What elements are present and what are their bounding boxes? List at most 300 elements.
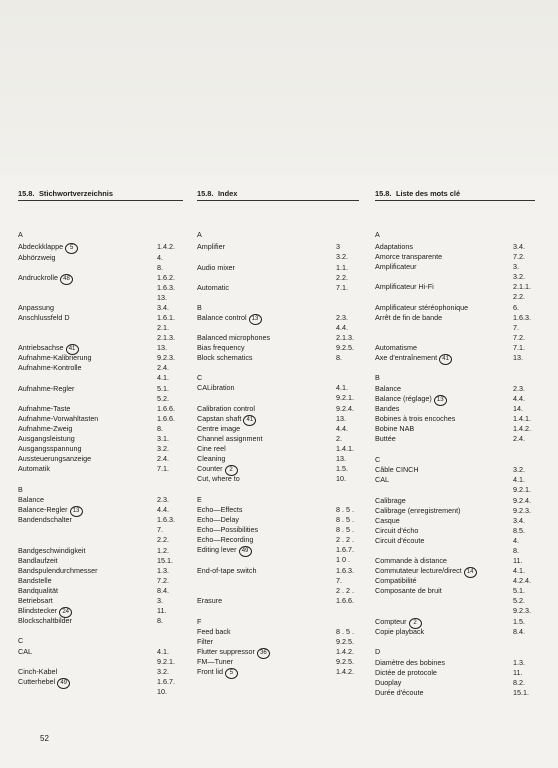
- section-ref: 4.4.: [336, 424, 348, 433]
- entry-section-refs: [157, 363, 169, 383]
- index-entry: [197, 464, 359, 474]
- entry-term: [18, 464, 50, 474]
- section-ref: 2 . 2 .: [336, 585, 354, 595]
- entry-section-refs: [513, 658, 525, 668]
- section-ref: 14.: [513, 404, 523, 413]
- entry-term: [375, 688, 424, 698]
- index-entry: [375, 516, 535, 526]
- entry-term: [197, 404, 255, 414]
- entry-section-refs: [336, 313, 348, 333]
- index-entry: [375, 617, 535, 627]
- entry-term: [18, 384, 74, 394]
- entry-term-text: Durée d'écoute: [375, 688, 424, 697]
- section-ref: 1.6.2.: [157, 273, 175, 282]
- index-entry: [375, 394, 535, 404]
- figure-callout-badge: 13: [434, 395, 447, 406]
- entry-term: [18, 253, 56, 263]
- entry-term-text: Compteur: [375, 617, 407, 626]
- letter-heading: D: [375, 647, 381, 656]
- letter-heading: F: [197, 617, 202, 626]
- entry-section-refs: [513, 617, 525, 627]
- index-entry: [197, 414, 359, 424]
- index-entry: [375, 586, 535, 615]
- index-entry: [18, 454, 183, 464]
- section-ref: 1.3.: [157, 566, 169, 575]
- entry-term-text: Adaptations: [375, 242, 413, 251]
- entry-section-refs: [513, 384, 525, 394]
- section-ref: 4.4.: [513, 394, 525, 403]
- section-ref: 1.6.6.: [157, 404, 175, 413]
- index-column-fr: [375, 188, 535, 697]
- entry-section-refs: [336, 343, 354, 353]
- entry-term-text: Calibration control: [197, 404, 255, 413]
- section-ref: 2.1.: [157, 322, 169, 332]
- section-ref: 7.1.: [513, 343, 525, 352]
- section-ref: 1.6.1.: [157, 313, 175, 322]
- section-ref: 3.2.: [157, 444, 169, 453]
- index-entry: [197, 525, 359, 535]
- entry-term-text: Echo—Delay: [197, 515, 239, 524]
- section-ref: 1.2.: [157, 546, 169, 555]
- entry-term: [18, 303, 54, 313]
- section-ref: 15.1.: [513, 688, 529, 697]
- index-entry: [18, 647, 183, 666]
- index-entry: [18, 424, 183, 434]
- entry-section-refs: [157, 343, 167, 353]
- entry-term-text: Channel assignment: [197, 434, 263, 443]
- entry-section-refs: [513, 586, 531, 616]
- index-entry: [197, 242, 359, 261]
- index-entry: [18, 566, 183, 576]
- entry-term: [197, 515, 239, 525]
- section-ref: 9.2.3.: [157, 353, 175, 362]
- section-ref: 8.4.: [513, 627, 525, 636]
- section-ref: 3: [336, 242, 340, 251]
- entry-term-text: Balance control: [197, 313, 247, 322]
- entry-term-text: Copie playback: [375, 627, 425, 636]
- entry-term: [18, 313, 70, 323]
- index-entry: [18, 303, 183, 313]
- section-ref: 4.1.: [513, 475, 525, 484]
- entry-section-refs: [336, 263, 348, 283]
- index-entry: [18, 677, 183, 696]
- index-entry: [18, 556, 183, 566]
- index-entry: [375, 384, 535, 394]
- entry-term: [375, 576, 417, 586]
- entry-term: [197, 242, 225, 252]
- entry-term-text: Capstan shaft: [197, 414, 242, 423]
- entry-term-text: Ausgangsleistung: [18, 434, 75, 443]
- section-ref: 2.3.: [157, 495, 169, 504]
- entry-term-text: Aufnahme-Kontrolle: [18, 363, 82, 372]
- entry-term: [375, 658, 445, 668]
- section-ref: 13.: [157, 343, 167, 352]
- letter-heading: A: [375, 230, 380, 239]
- entry-term-text: Bandstelle: [18, 576, 52, 585]
- section-ref: 13.: [336, 454, 346, 463]
- page-number: 52: [40, 734, 49, 743]
- entry-section-refs: [513, 252, 525, 262]
- entry-term-text: Bandendschalter: [18, 515, 72, 524]
- figure-callout-badge: 41: [243, 415, 256, 426]
- entry-term: [197, 454, 225, 464]
- index-entry: [375, 414, 535, 424]
- entry-term: [18, 677, 70, 689]
- entry-term-text: Dictée de protocole: [375, 668, 437, 677]
- entry-term: [18, 353, 92, 363]
- entry-term: [197, 535, 253, 545]
- entry-section-refs: [513, 556, 522, 566]
- index-entry: [197, 353, 359, 363]
- section-ref: 2.3.: [513, 384, 525, 393]
- entry-term-text: Cinch-Kabel: [18, 667, 58, 676]
- figure-callout-badge: 49: [239, 546, 252, 557]
- section-number: 15.8.: [197, 189, 214, 198]
- entry-term: [197, 525, 258, 535]
- figure-callout-badge: 24: [59, 607, 72, 618]
- section-ref: 1.6.7.: [336, 545, 354, 554]
- section-ref: 13.: [336, 414, 346, 423]
- entry-term-text: Bobine NAB: [375, 424, 415, 433]
- entry-section-refs: [157, 242, 175, 252]
- entry-section-refs: [336, 535, 354, 545]
- section-ref: 2.4.: [513, 434, 525, 443]
- section-ref: 1.6.7.: [157, 677, 175, 686]
- entry-section-refs: [336, 545, 354, 565]
- entry-term: [197, 596, 222, 606]
- section-ref: 8.5.: [513, 526, 525, 535]
- entry-section-refs: [157, 313, 175, 343]
- section-ref: 2.1.3.: [157, 332, 175, 342]
- section-ref: 7.1.: [157, 464, 169, 473]
- letter-heading: C: [197, 373, 203, 382]
- section-ref: 2.3.: [336, 313, 348, 322]
- entry-term: [375, 303, 468, 313]
- entry-section-refs: [336, 657, 354, 667]
- entry-term: [18, 495, 44, 505]
- entry-section-refs: [336, 383, 354, 403]
- index-entry: [197, 596, 359, 606]
- entry-term-text: Balance: [18, 495, 44, 504]
- index-entry: [197, 545, 359, 564]
- entry-term-text: Feed back: [197, 627, 231, 636]
- entry-term-text: Balance (réglage): [375, 394, 432, 403]
- index-entry: [18, 576, 183, 586]
- section-ref: 2.1.1.: [513, 282, 531, 291]
- entry-term-text: Axe d'entraînement: [375, 353, 438, 362]
- index-entry: [197, 657, 359, 667]
- entry-section-refs: [157, 424, 163, 434]
- section-ref: 4.: [157, 253, 163, 262]
- entry-term: [197, 424, 240, 434]
- entry-term: [375, 536, 424, 546]
- index-entry: [18, 616, 183, 626]
- index-entry: [375, 668, 535, 678]
- section-ref: 1.3.: [513, 658, 525, 667]
- entry-term-text: Bandqualität: [18, 586, 58, 595]
- index-entry: [197, 515, 359, 525]
- entry-section-refs: [513, 434, 525, 444]
- entry-term-text: Bandspulendurchmesser: [18, 566, 98, 575]
- column-header: [18, 188, 183, 201]
- entry-term-text: CALibration: [197, 383, 235, 392]
- entry-section-refs: [513, 688, 529, 698]
- entry-term-text: Andruckrolle: [18, 273, 58, 282]
- entry-term-text: Cut, where to: [197, 474, 240, 483]
- index-entry: [375, 353, 535, 363]
- section-ref: 4.: [513, 536, 519, 545]
- index-entry: [18, 384, 183, 403]
- section-ref: 2.1.3.: [336, 333, 354, 342]
- entry-section-refs: [157, 616, 163, 626]
- index-entry: [18, 444, 183, 454]
- entry-section-refs: [513, 303, 519, 313]
- section-ref: 3.4.: [157, 303, 169, 312]
- entry-term: [375, 678, 401, 688]
- section-ref: 11.: [513, 668, 523, 677]
- section-ref: 4.4.: [336, 322, 348, 332]
- entry-term-text: Composante de bruit: [375, 586, 442, 595]
- index-entry: [375, 556, 535, 566]
- entry-term-text: Diamètre des bobines: [375, 658, 445, 667]
- entry-section-refs: [513, 526, 525, 536]
- entry-section-refs: [336, 404, 354, 414]
- entry-term-text: Compatibilité: [375, 576, 417, 585]
- entry-section-refs: [157, 515, 175, 545]
- index-entry: [197, 566, 359, 595]
- section-ref: 9.2.1.: [513, 484, 531, 494]
- figure-callout-badge: 49: [57, 678, 70, 689]
- section-ref: 4.1.: [157, 372, 169, 382]
- letter-heading: A: [197, 230, 202, 239]
- letter-heading: B: [197, 303, 202, 312]
- section-ref: 9.2.4.: [513, 496, 531, 505]
- index-entry: [375, 526, 535, 536]
- entry-section-refs: [513, 516, 525, 526]
- index-entry: [375, 576, 535, 586]
- section-ref: 9.2.1.: [336, 392, 354, 402]
- entry-term-text: Filter: [197, 637, 213, 646]
- entry-term: [18, 647, 32, 657]
- entry-section-refs: [513, 282, 531, 302]
- entry-term: [375, 465, 419, 475]
- entry-term: [18, 596, 53, 606]
- section-ref: 8.: [157, 262, 163, 272]
- entry-term-text: Aufnahme-Zweig: [18, 424, 73, 433]
- entry-term-text: Amplificateur stéréophonique: [375, 303, 469, 312]
- entry-term-text: Circuit d'écho: [375, 526, 419, 535]
- entry-term-text: Echo—Possibilities: [197, 525, 259, 534]
- entry-section-refs: [157, 353, 175, 363]
- entry-term-text: Antriebsachse: [18, 343, 64, 352]
- entry-term: [18, 616, 72, 626]
- figure-callout-badge: 41: [66, 344, 79, 355]
- figure-callout-badge: 2: [225, 465, 238, 476]
- column-header: [375, 188, 535, 201]
- figure-callout-badge: 13: [249, 314, 262, 325]
- section-ref: 3.2.: [513, 271, 525, 281]
- index-entry: [18, 343, 183, 353]
- entry-term-text: Blockschaltbilder: [18, 616, 72, 625]
- index-entry: [375, 262, 535, 281]
- section-ref: 4.1.: [513, 566, 525, 575]
- section-ref: 1.5.: [336, 464, 348, 473]
- section-ref: 2.2.: [336, 272, 348, 282]
- index-entry: [18, 273, 183, 302]
- section-ref: 5.1.: [513, 586, 525, 595]
- entry-section-refs: [157, 495, 169, 505]
- index-entry: [375, 424, 535, 434]
- entry-term: [197, 657, 233, 667]
- entry-term: [375, 353, 452, 365]
- section-ref: 8.: [157, 616, 163, 625]
- section-ref: 13.: [157, 292, 167, 302]
- section-ref: 3.1.: [157, 434, 169, 443]
- index-entry: [197, 263, 359, 282]
- entry-section-refs: [336, 464, 348, 474]
- entry-section-refs: [513, 668, 522, 678]
- index-entry: [375, 404, 535, 414]
- index-entry: [18, 313, 183, 342]
- section-ref: 7.2.: [513, 332, 525, 342]
- figure-callout-badge: 48: [60, 274, 73, 285]
- entry-term-text: End-of-tape switch: [197, 566, 257, 575]
- index-entry: [18, 414, 183, 424]
- entry-term-text: Câble CINCH: [375, 465, 419, 474]
- entry-term: [197, 566, 257, 576]
- entry-term-text: Flutter suppressor: [197, 647, 255, 656]
- column-header: [197, 188, 359, 201]
- entry-term: [18, 444, 82, 454]
- entry-term: [18, 273, 73, 285]
- entry-term-text: Bandes: [375, 404, 400, 413]
- entry-section-refs: [513, 242, 525, 252]
- entry-section-refs: [157, 434, 169, 444]
- index-entry: [375, 566, 535, 576]
- entry-term-text: Counter: [197, 464, 223, 473]
- section-ref: 2.4.: [157, 363, 169, 372]
- entry-term-text: Casque: [375, 516, 400, 525]
- section-ref: 1.6.3.: [157, 515, 175, 524]
- section-ref: 8.: [157, 424, 163, 433]
- section-ref: 7.2.: [513, 252, 525, 261]
- entry-section-refs: [157, 606, 166, 616]
- section-ref: 7.1.: [336, 283, 348, 292]
- entry-term: [375, 282, 434, 292]
- entry-section-refs: [157, 667, 169, 677]
- section-ref: 7.: [336, 575, 342, 585]
- entry-term: [18, 556, 58, 566]
- entry-section-refs: [336, 474, 346, 484]
- entry-term-text: Front lid: [197, 667, 223, 676]
- section-ref: 1.4.2.: [513, 424, 531, 433]
- entry-term: [197, 637, 213, 647]
- entry-section-refs: [157, 444, 169, 454]
- section-ref: 15.1.: [157, 556, 173, 565]
- entry-term-text: Erasure: [197, 596, 223, 605]
- section-ref: 9.2.5.: [336, 637, 354, 646]
- entry-term: [375, 506, 461, 516]
- index-column-en: [197, 188, 359, 676]
- entry-section-refs: [513, 506, 531, 516]
- entry-section-refs: [336, 414, 346, 424]
- index-entry: [375, 536, 535, 555]
- letter-heading: C: [375, 455, 381, 464]
- index-entry: [375, 688, 535, 698]
- entry-section-refs: [513, 394, 525, 404]
- index-entry: [18, 363, 183, 382]
- index-entry: [18, 586, 183, 596]
- section-ref: 7.: [513, 322, 519, 332]
- entry-term: [197, 343, 245, 353]
- index-entry: [375, 303, 535, 313]
- index-entry: [18, 242, 183, 252]
- entry-term: [197, 627, 231, 637]
- entry-term-text: Commutateur lecture/direct: [375, 566, 462, 575]
- entry-term-text: Aufnahme-Taste: [18, 404, 71, 413]
- entry-section-refs: [336, 647, 354, 657]
- entry-term: [375, 526, 418, 536]
- entry-term-text: Automatisme: [375, 343, 417, 352]
- section-ref: 8.2.: [513, 678, 525, 687]
- section-ref: 8.: [336, 353, 342, 362]
- index-entry: [375, 627, 535, 637]
- entry-section-refs: [336, 283, 348, 293]
- section-ref: 4.2.4.: [513, 576, 531, 585]
- entry-section-refs: [157, 566, 169, 576]
- section-ref: 11.: [513, 556, 523, 565]
- index-entry: [375, 496, 535, 506]
- entry-section-refs: [157, 546, 169, 556]
- entry-section-refs: [157, 556, 173, 566]
- entry-section-refs: [336, 637, 354, 647]
- section-ref: 13.: [513, 353, 523, 362]
- entry-term: [197, 383, 235, 393]
- entry-term-text: Centre image: [197, 424, 241, 433]
- index-entry: [18, 353, 183, 363]
- entry-section-refs: [336, 525, 354, 535]
- entry-term-text: Anpassung: [18, 303, 54, 312]
- index-entry: [197, 283, 359, 293]
- entry-section-refs: [336, 434, 342, 444]
- entry-section-refs: [157, 384, 169, 404]
- entry-term: [197, 474, 240, 484]
- index-entry: [18, 606, 183, 616]
- section-title: Index: [218, 189, 238, 198]
- section-ref: 1.6.6.: [157, 414, 175, 423]
- entry-term-text: Balanced microphones: [197, 333, 271, 342]
- entry-term: [197, 444, 226, 454]
- entry-term: [375, 556, 447, 566]
- section-ref: 2.4.: [157, 454, 169, 463]
- entry-section-refs: [336, 667, 354, 677]
- section-ref: 8 . 5 .: [336, 627, 354, 636]
- entry-term-text: Aufnahme-Regler: [18, 384, 75, 393]
- entry-term: [375, 384, 401, 394]
- index-entry: [197, 454, 359, 464]
- index-entry: [375, 313, 535, 342]
- entry-section-refs: [336, 505, 354, 515]
- entry-section-refs: [513, 424, 531, 434]
- section-ref: 4.4.: [157, 505, 169, 514]
- index-entry: [197, 404, 359, 414]
- entry-term-text: Circuit d'écoute: [375, 536, 425, 545]
- entry-term: [197, 353, 253, 363]
- section-ref: 8 . 5 .: [336, 505, 354, 514]
- index-entry: [375, 658, 535, 668]
- entry-term: [18, 454, 91, 464]
- entry-term-text: Commande à distance: [375, 556, 447, 565]
